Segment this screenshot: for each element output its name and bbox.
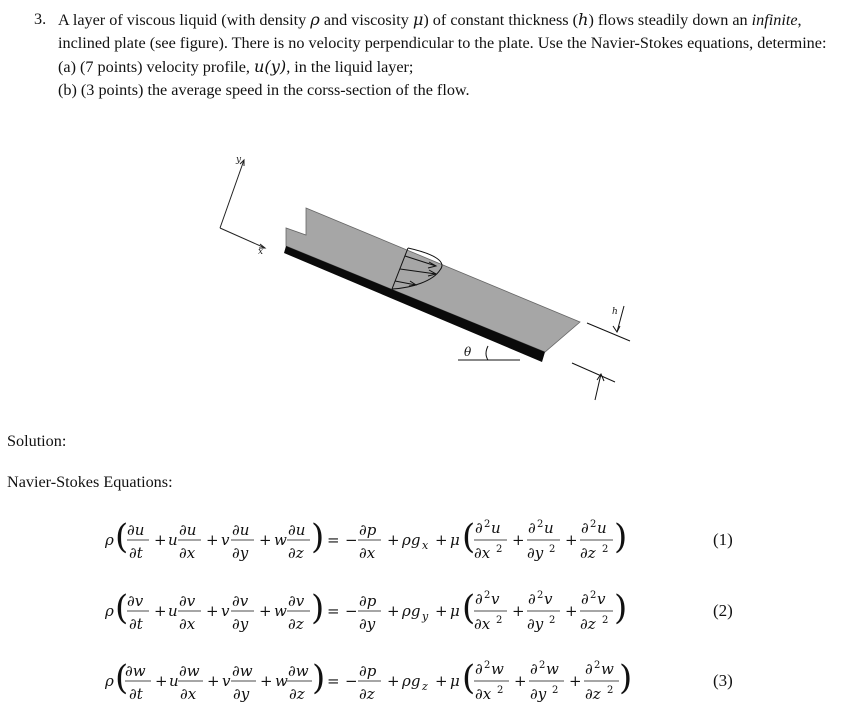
svg-text:2: 2 — [594, 660, 601, 671]
navier-stokes-label: Navier-Stokes Equations: — [7, 473, 173, 491]
svg-text:∂v: ∂v — [127, 592, 144, 610]
svg-text:∂z: ∂z — [580, 544, 596, 562]
svg-text:∂x: ∂x — [475, 685, 492, 703]
svg-text:+: + — [387, 672, 400, 690]
svg-text:2: 2 — [602, 544, 609, 555]
svg-text:∂y: ∂y — [527, 544, 544, 562]
svg-text:ρg: ρg — [402, 602, 421, 620]
svg-text:): ) — [312, 658, 326, 698]
svg-text:v: v — [544, 590, 553, 608]
svg-text:+: + — [512, 531, 525, 549]
svg-text:∂: ∂ — [475, 660, 483, 678]
svg-text:∂z: ∂z — [580, 615, 596, 633]
svg-text:w: w — [491, 660, 504, 678]
svg-text:+: + — [565, 602, 578, 620]
svg-text:2: 2 — [549, 544, 556, 555]
svg-text:(: ( — [462, 588, 476, 628]
svg-text:+: + — [569, 672, 582, 690]
svg-text:2: 2 — [537, 590, 544, 601]
svg-text:∂t: ∂t — [129, 544, 143, 562]
svg-text:(1): (1) — [713, 530, 733, 549]
solution-label: Solution: — [7, 432, 67, 450]
svg-text:μ: μ — [450, 531, 460, 549]
svg-text:2: 2 — [484, 660, 491, 671]
svg-text:u: u — [168, 531, 178, 549]
svg-text:2: 2 — [496, 544, 503, 555]
part-b: (b) (3 points) the average speed in the corss-section of the flow. — [58, 81, 470, 99]
svg-text:∂y: ∂y — [530, 685, 547, 703]
svg-text:+: + — [514, 672, 527, 690]
svg-text:∂z: ∂z — [288, 544, 304, 562]
svg-text:2: 2 — [496, 615, 503, 626]
svg-text:+: + — [259, 602, 272, 620]
svg-text:w: w — [274, 602, 287, 620]
svg-text:∂x: ∂x — [474, 544, 491, 562]
svg-text:∂y: ∂y — [233, 685, 250, 703]
equation-3 — [105, 652, 765, 708]
svg-text:∂: ∂ — [475, 590, 483, 608]
svg-text:∂y: ∂y — [232, 544, 249, 562]
svg-text:∂y: ∂y — [527, 615, 544, 633]
svg-text:2: 2 — [607, 685, 614, 696]
svg-text:∂w: ∂w — [179, 662, 200, 680]
svg-text:∂x: ∂x — [474, 615, 491, 633]
svg-text:u: u — [544, 519, 554, 537]
svg-text:+: + — [154, 602, 167, 620]
svg-text:=: = — [327, 602, 340, 620]
svg-text:(: ( — [115, 517, 129, 557]
svg-text:∂u: ∂u — [179, 521, 197, 539]
svg-text:−: − — [345, 672, 358, 690]
svg-text:2: 2 — [484, 590, 491, 601]
svg-text:∂: ∂ — [528, 519, 536, 537]
svg-text:∂z: ∂z — [288, 615, 304, 633]
svg-text:(: ( — [115, 588, 129, 628]
svg-text:+: + — [207, 672, 220, 690]
svg-text:v: v — [222, 672, 231, 690]
svg-text:∂z: ∂z — [359, 685, 375, 703]
svg-text:∂y: ∂y — [232, 615, 249, 633]
svg-text:ρ: ρ — [105, 531, 114, 549]
svg-text:2: 2 — [552, 685, 559, 696]
svg-text:z: z — [422, 680, 428, 693]
svg-text:2: 2 — [539, 660, 546, 671]
axis-y-label: y — [236, 155, 242, 165]
svg-text:2: 2 — [590, 590, 597, 601]
svg-text:∂w: ∂w — [232, 662, 253, 680]
coordinate-axes — [220, 160, 265, 248]
svg-text:ρg: ρg — [402, 672, 421, 690]
svg-text:∂v: ∂v — [232, 592, 249, 610]
svg-text:∂x: ∂x — [359, 544, 376, 562]
svg-text:=: = — [327, 672, 340, 690]
svg-text:∂t: ∂t — [129, 615, 143, 633]
svg-text:μ: μ — [450, 602, 460, 620]
equation-2 — [105, 582, 765, 638]
svg-text:): ) — [614, 517, 628, 557]
svg-text:v: v — [221, 602, 230, 620]
thickness-dimension — [572, 306, 630, 400]
svg-text:∂z: ∂z — [289, 685, 305, 703]
svg-text:∂u: ∂u — [232, 521, 250, 539]
svg-text:2: 2 — [590, 519, 597, 530]
part-a: (a) (7 points) velocity profile, u(y), in the liquid layer; — [58, 57, 414, 76]
svg-text:∂w: ∂w — [288, 662, 309, 680]
svg-text:∂z: ∂z — [585, 685, 601, 703]
svg-text:∂y: ∂y — [359, 615, 376, 633]
svg-text:∂: ∂ — [581, 590, 589, 608]
problem-intro: A layer of viscous liquid (with density ρ and viscosity μ) of constant thickness (h) flows steadily down an infinite, inclined plate (see figure). There is no velocity perpendicular to the plate. Use the Navier-Stokes equations, determine: — [58, 10, 827, 52]
incline-figure — [200, 150, 640, 420]
svg-text:): ) — [619, 658, 633, 698]
svg-text:∂: ∂ — [475, 519, 483, 537]
svg-text:ρg: ρg — [402, 531, 421, 549]
svg-text:2: 2 — [497, 685, 504, 696]
svg-text:2: 2 — [602, 615, 609, 626]
svg-text:ρ: ρ — [105, 602, 114, 620]
svg-text:+: + — [387, 531, 400, 549]
svg-text:∂: ∂ — [528, 590, 536, 608]
svg-text:2: 2 — [549, 615, 556, 626]
svg-text:2: 2 — [537, 519, 544, 530]
svg-text:∂p: ∂p — [359, 592, 377, 610]
svg-text:μ: μ — [450, 672, 460, 690]
svg-text:−: − — [345, 531, 358, 549]
svg-text:+: + — [565, 531, 578, 549]
svg-text:u: u — [597, 519, 607, 537]
svg-text:∂v: ∂v — [179, 592, 196, 610]
svg-text:−: − — [345, 602, 358, 620]
svg-text:+: + — [435, 531, 448, 549]
svg-text:+: + — [155, 672, 168, 690]
equation-1 — [105, 511, 765, 567]
svg-text:v: v — [597, 590, 606, 608]
svg-text:): ) — [311, 517, 325, 557]
svg-text:(2): (2) — [713, 601, 733, 620]
svg-text:v: v — [491, 590, 500, 608]
infinite-word: infinite — [751, 11, 798, 29]
svg-text:(3): (3) — [713, 671, 733, 690]
angle-label: θ — [464, 345, 472, 359]
svg-text:u: u — [491, 519, 501, 537]
svg-text:+: + — [512, 602, 525, 620]
svg-text:w: w — [601, 660, 614, 678]
problem-statement — [34, 8, 844, 102]
svg-text:∂w: ∂w — [125, 662, 146, 680]
axis-x-label: x — [258, 247, 264, 257]
svg-text:+: + — [435, 602, 448, 620]
svg-text:v: v — [221, 531, 230, 549]
svg-text:+: + — [435, 672, 448, 690]
svg-text:2: 2 — [484, 519, 491, 530]
svg-text:∂t: ∂t — [129, 685, 143, 703]
svg-text:+: + — [387, 602, 400, 620]
svg-text:w: w — [546, 660, 559, 678]
svg-text:(: ( — [462, 517, 476, 557]
svg-text:w: w — [274, 531, 287, 549]
svg-text:∂: ∂ — [530, 660, 538, 678]
svg-text:(: ( — [462, 658, 476, 698]
svg-text:): ) — [311, 588, 325, 628]
svg-text:∂: ∂ — [581, 519, 589, 537]
svg-text:+: + — [260, 672, 273, 690]
svg-text:+: + — [259, 531, 272, 549]
svg-text:y: y — [422, 610, 429, 623]
svg-text:u: u — [169, 672, 179, 690]
problem-number: 3. — [34, 10, 47, 28]
svg-text:+: + — [206, 531, 219, 549]
svg-text:w: w — [275, 672, 288, 690]
svg-text:∂x: ∂x — [180, 685, 197, 703]
svg-text:+: + — [206, 602, 219, 620]
svg-text:∂p: ∂p — [359, 521, 377, 539]
svg-text:∂u: ∂u — [127, 521, 145, 539]
svg-text:x: x — [422, 539, 429, 552]
thickness-label: h — [612, 307, 618, 317]
svg-text:=: = — [327, 531, 340, 549]
svg-text:∂u: ∂u — [288, 521, 306, 539]
svg-text:∂x: ∂x — [179, 615, 196, 633]
liquid-layer — [286, 208, 580, 352]
svg-text:ρ: ρ — [105, 672, 114, 690]
svg-text:(: ( — [115, 658, 129, 698]
svg-text:∂: ∂ — [585, 660, 593, 678]
svg-text:u: u — [168, 602, 178, 620]
svg-text:): ) — [614, 588, 628, 628]
svg-text:∂x: ∂x — [179, 544, 196, 562]
svg-text:∂p: ∂p — [359, 662, 377, 680]
svg-text:∂v: ∂v — [288, 592, 305, 610]
svg-text:+: + — [154, 531, 167, 549]
